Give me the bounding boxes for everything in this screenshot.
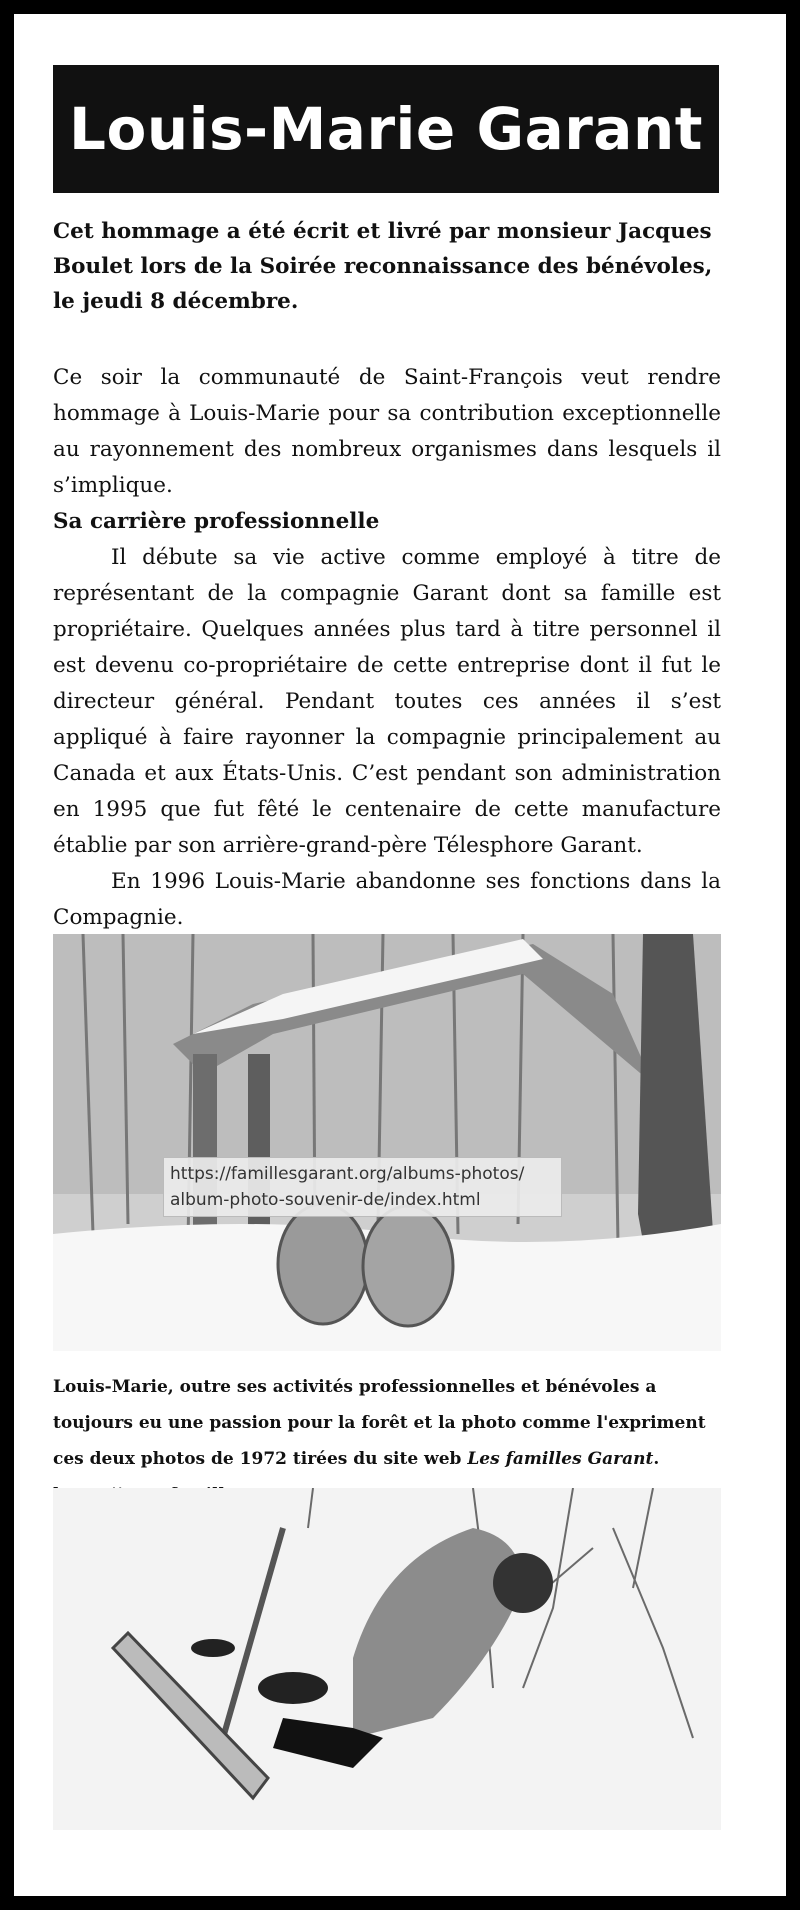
paragraph-3: En 1996 Louis-Marie abandonne ses fonctions dans la Compagnie. xyxy=(53,869,721,930)
photo-url-label xyxy=(163,1157,562,1217)
intro-text: Cet hommage a été écrit et livré par monsieur Jacques Boulet lors de la Soirée reconnaissance des bénévoles, le jeudi 8 décembre. xyxy=(53,219,713,314)
snow-photo-illustration xyxy=(53,1488,721,1830)
caption-site-name: Les familles Garant xyxy=(467,1449,654,1469)
photo-url-line-1: https://famillesgarant.org/albums-photos/ xyxy=(170,1164,525,1184)
forest-photo-illustration xyxy=(53,934,721,1351)
page-title: Louis-Marie Garant xyxy=(69,95,703,163)
paragraph-2: Il débute sa vie active comme employé à titre de représentant de la compagnie Garant dont sa famille est propriétaire. Quelques années plus tard à titre personnel il est devenu co-propriétaire de cette entreprise dont il fut le directeur général. Pendant toutes ces années il s’est appliqué à faire rayonner la compagnie principalement au Canada et aux États-Unis. C’est pendant son administration en 1995 que fut fêté le centenaire de cette manufacture établie par son arrière-grand-père Télesphore Garant. xyxy=(53,545,721,858)
photo-url-line-2: album-photo-souvenir-de/index.html xyxy=(170,1190,481,1210)
caption-text: Louis-Marie, outre ses activités professionnelles et bénévoles a toujours eu une passion pour la forêt et la photo comme l'expriment ces deux photos de 1972 tirées du site web xyxy=(53,1377,706,1469)
article-body xyxy=(53,360,721,936)
title-banner xyxy=(53,65,719,193)
section-heading: Sa carrière professionnelle xyxy=(53,509,380,534)
paragraph-1: Ce soir la communauté de Saint-François veut rendre hommage à Louis-Marie pour sa contribution exceptionnelle au rayonnement des nombreux organismes dans lesquels il s’implique. xyxy=(53,365,721,498)
photo-snowshoes-forest xyxy=(53,934,721,1351)
photo-man-in-snow xyxy=(53,1488,721,1830)
caption-period: . xyxy=(653,1449,660,1469)
